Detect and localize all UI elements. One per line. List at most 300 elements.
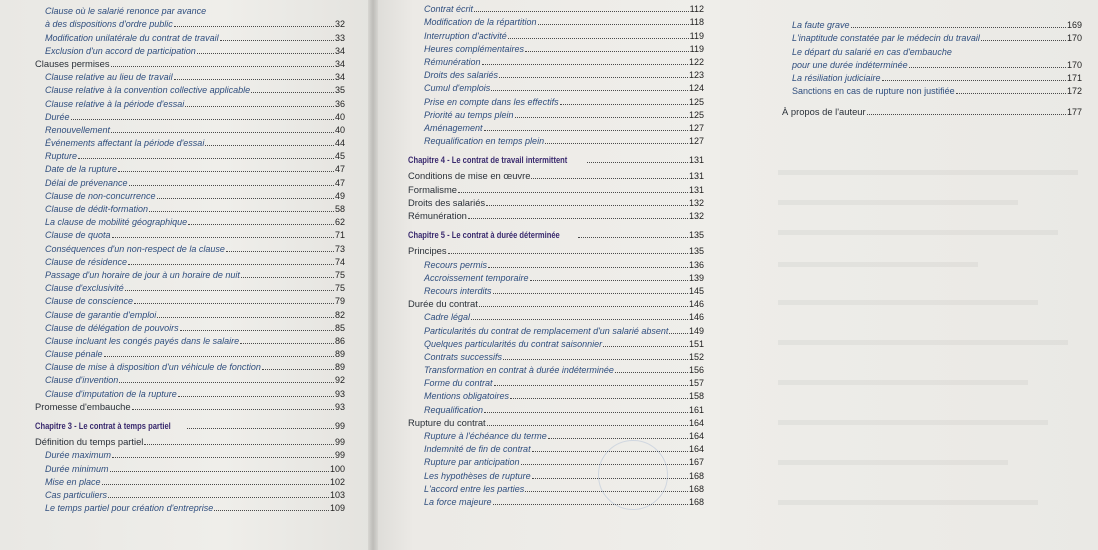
dot-leader bbox=[174, 26, 334, 27]
toc-entry bbox=[35, 162, 345, 175]
toc-entry bbox=[35, 321, 345, 334]
toc-page-number: 99 bbox=[334, 437, 345, 448]
toc-entry bbox=[408, 402, 704, 415]
toc-page-number: 89 bbox=[334, 349, 345, 360]
toc-entry bbox=[35, 123, 345, 136]
toc-page-number: 161 bbox=[688, 404, 704, 415]
toc-page-number: 32 bbox=[334, 19, 345, 30]
left-page bbox=[0, 0, 372, 550]
toc-entry-title: Accroissement temporaire bbox=[424, 272, 529, 283]
dot-leader bbox=[909, 67, 1066, 68]
show-through-text bbox=[778, 300, 1038, 305]
toc-entry-title: Passage d'un horaire de jour à un horaire de nuit bbox=[45, 269, 240, 280]
toc-page-number: 122 bbox=[688, 56, 704, 67]
toc-page-number: 47 bbox=[334, 164, 345, 175]
dot-leader bbox=[867, 114, 1066, 115]
dot-leader bbox=[144, 444, 334, 445]
toc-entry-title: Rupture par anticipation bbox=[424, 457, 520, 468]
toc-page-number: 40 bbox=[334, 111, 345, 122]
toc-entry-title: Clause d'exclusivité bbox=[45, 283, 124, 294]
toc-entry-title: Cas particuliers bbox=[45, 489, 108, 500]
toc-page-number: 172 bbox=[1066, 86, 1082, 97]
toc-entry-title: À propos de l'auteur bbox=[782, 106, 866, 118]
toc-page-number: 158 bbox=[688, 391, 704, 402]
toc-entry-title: Indemnité de fin de contrat bbox=[424, 444, 531, 455]
toc-entry-title: Conséquences d'un non-respect de la clause bbox=[45, 243, 225, 254]
toc-page-number: 34 bbox=[334, 45, 345, 56]
dot-leader bbox=[548, 438, 688, 439]
dot-leader bbox=[220, 40, 334, 41]
toc-entry-title: Clauses permises bbox=[35, 57, 110, 69]
toc-entry bbox=[408, 42, 704, 55]
toc-page-number: 85 bbox=[334, 322, 345, 333]
toc-page-number: 119 bbox=[689, 43, 704, 54]
dot-leader bbox=[110, 471, 329, 472]
show-through-text bbox=[778, 230, 1058, 235]
toc-page-number: 149 bbox=[688, 325, 704, 336]
toc-entry bbox=[408, 169, 704, 182]
toc-entry bbox=[35, 110, 345, 123]
toc-entry-title: Mise en place bbox=[45, 476, 101, 487]
show-through-text bbox=[778, 460, 1008, 465]
dot-leader bbox=[226, 251, 334, 252]
toc-page-number: 152 bbox=[688, 351, 704, 362]
dot-leader bbox=[615, 372, 688, 373]
toc-page-number: 47 bbox=[334, 177, 345, 188]
toc-entry-title: Renouvellement bbox=[45, 124, 111, 135]
dot-leader bbox=[149, 211, 334, 212]
dot-leader bbox=[525, 51, 689, 52]
toc-entry-title: Heures complémentaires bbox=[424, 43, 525, 54]
toc-page-number: 171 bbox=[1066, 72, 1082, 83]
dot-leader bbox=[484, 412, 688, 413]
toc-entry-title: Clause de mise à disposition d'un véhicule de fonction bbox=[45, 362, 261, 373]
toc-page-number: 145 bbox=[688, 285, 704, 296]
toc-entry-title: Définition du temps partiel bbox=[35, 436, 144, 448]
toc-entry bbox=[408, 182, 704, 195]
toc-entry-title: Clause de dédit-formation bbox=[45, 204, 149, 214]
dot-leader bbox=[484, 130, 688, 131]
dot-leader bbox=[560, 104, 688, 105]
toc-entry-title: Clause de conscience bbox=[45, 296, 134, 307]
dot-leader bbox=[128, 264, 334, 265]
toc-page-number: 125 bbox=[688, 96, 704, 107]
toc-entry-title: Clause de non-concurrence bbox=[45, 190, 156, 201]
dot-leader bbox=[178, 396, 334, 397]
toc-page-number: 151 bbox=[688, 338, 704, 349]
toc-entry bbox=[408, 429, 704, 442]
toc-entry-title: Clause d'invention bbox=[45, 375, 119, 386]
show-through-text bbox=[778, 200, 1018, 205]
toc-entry-title: Les hypothèses de rupture bbox=[424, 470, 531, 481]
dot-leader bbox=[132, 409, 334, 410]
dot-leader bbox=[503, 359, 688, 360]
toc-entry-title: Clause où le salarié renonce par avance bbox=[45, 6, 207, 17]
toc-entry-title: Chapitre 4 - Le contrat de travail intermittent bbox=[408, 155, 568, 166]
toc-entry-title: Cadre légal bbox=[424, 312, 471, 323]
dot-leader bbox=[491, 90, 688, 91]
toc-column-left bbox=[35, 4, 345, 514]
toc-page-number: 40 bbox=[334, 124, 345, 135]
toc-page-number: 74 bbox=[334, 256, 345, 267]
toc-entry-title: pour une durée indéterminée bbox=[792, 59, 908, 70]
toc-entry bbox=[408, 350, 704, 363]
toc-entry-title: Date de la rupture bbox=[45, 164, 118, 175]
toc-page-number: 127 bbox=[688, 122, 704, 133]
dot-leader bbox=[241, 277, 334, 278]
toc-entry bbox=[35, 360, 345, 373]
toc-entry-title: Clause de délégation de pouvoirs bbox=[45, 322, 179, 333]
dot-leader bbox=[493, 504, 688, 505]
dot-leader bbox=[240, 343, 334, 344]
show-through-text bbox=[778, 262, 978, 267]
show-through-text bbox=[778, 170, 1078, 175]
dot-leader bbox=[157, 317, 334, 318]
toc-entry bbox=[782, 71, 1082, 84]
toc-entry-title: Promesse d'embauche bbox=[35, 400, 131, 412]
toc-page-number: 99 bbox=[334, 450, 345, 461]
dot-leader bbox=[531, 178, 688, 179]
toc-entry-title: Formalisme bbox=[408, 183, 457, 195]
toc-entry-title: Sanctions en cas de rupture non justifiée bbox=[792, 86, 955, 97]
toc-page-number: 131 bbox=[688, 171, 704, 182]
toc-entry-title: Événements affectant la période d'essai bbox=[45, 138, 205, 149]
dot-leader bbox=[587, 162, 688, 163]
right-page bbox=[720, 0, 1098, 550]
middle-page bbox=[372, 0, 720, 550]
toc-page-number: 156 bbox=[688, 365, 704, 376]
toc-page-number: 169 bbox=[1066, 20, 1082, 31]
toc-entry bbox=[782, 31, 1082, 44]
toc-entry-title: Clause relative à la période d'essai bbox=[45, 98, 185, 109]
toc-entry-title: Mentions obligatoires bbox=[424, 391, 510, 402]
toc-entry-title: Modification de la répartition bbox=[424, 17, 537, 28]
dot-leader bbox=[205, 145, 334, 146]
show-through-text bbox=[778, 500, 1038, 505]
dot-leader bbox=[251, 92, 334, 93]
toc-page-number: 164 bbox=[688, 417, 704, 428]
toc-entry-title: Durée minimum bbox=[45, 463, 109, 474]
dot-leader bbox=[479, 306, 688, 307]
dot-leader bbox=[187, 428, 334, 429]
toc-entry bbox=[408, 389, 704, 402]
toc-page-number: 71 bbox=[334, 230, 345, 241]
toc-page-number: 164 bbox=[688, 444, 704, 455]
toc-entry bbox=[408, 108, 704, 121]
toc-entry-title: Clause de quota bbox=[45, 230, 111, 241]
toc-entry bbox=[408, 2, 704, 15]
dot-leader bbox=[188, 224, 334, 225]
toc-entry-title: Exclusion d'un accord de participation bbox=[45, 45, 196, 56]
dot-leader bbox=[71, 119, 334, 120]
toc-entry-title: La résiliation judiciaire bbox=[792, 72, 881, 83]
toc-entry-title: Durée bbox=[45, 111, 70, 122]
toc-entry bbox=[35, 96, 345, 109]
toc-page-number: 112 bbox=[689, 4, 704, 15]
toc-page-number: 82 bbox=[334, 309, 345, 320]
toc-page-number: 164 bbox=[688, 431, 704, 441]
toc-entry bbox=[35, 44, 345, 57]
toc-entry-title: Interruption d'activité bbox=[424, 30, 507, 41]
toc-page-number: 168 bbox=[688, 496, 704, 507]
toc-entry bbox=[35, 30, 345, 43]
toc-entry-title: Recours interdits bbox=[424, 285, 492, 296]
chapter-heading bbox=[408, 153, 704, 166]
toc-entry bbox=[408, 28, 704, 41]
dot-leader bbox=[108, 497, 329, 498]
toc-entry-title: Droits des salariés bbox=[424, 70, 499, 81]
toc-page-number: 177 bbox=[1066, 107, 1082, 118]
toc-page-number: 123 bbox=[688, 70, 704, 81]
toc-entry bbox=[35, 400, 345, 413]
toc-entry bbox=[408, 297, 704, 310]
toc-entry bbox=[408, 209, 704, 222]
dot-leader bbox=[515, 117, 688, 118]
toc-entry bbox=[35, 255, 345, 268]
dot-leader bbox=[882, 80, 1066, 81]
toc-entry-title: La faute grave bbox=[792, 20, 850, 31]
dot-leader bbox=[538, 24, 689, 25]
toc-entry bbox=[782, 105, 1082, 118]
show-through-text bbox=[778, 380, 1028, 385]
toc-page-number: 89 bbox=[334, 362, 345, 373]
dot-leader bbox=[458, 192, 688, 193]
toc-entry bbox=[408, 310, 704, 323]
toc-entry-title: La force majeure bbox=[424, 496, 492, 507]
toc-entry bbox=[408, 416, 704, 429]
dot-leader bbox=[262, 369, 334, 370]
dot-leader bbox=[134, 303, 334, 304]
toc-entry-title: L'accord entre les parties bbox=[424, 483, 525, 494]
toc-entry bbox=[408, 196, 704, 209]
dot-leader bbox=[578, 237, 687, 238]
toc-entry bbox=[35, 215, 345, 228]
toc-entry bbox=[35, 189, 345, 202]
toc-entry-title: Requalification en temps plein bbox=[424, 136, 545, 147]
toc-entry bbox=[35, 307, 345, 320]
toc-entry bbox=[35, 347, 345, 360]
toc-page-number: 131 bbox=[688, 184, 704, 195]
toc-page-number: 157 bbox=[688, 378, 704, 389]
toc-entry-title: Modification unilatérale du contrat de travail bbox=[45, 32, 219, 43]
dot-leader bbox=[851, 27, 1066, 28]
toc-entry-title: Requalification bbox=[424, 404, 484, 415]
book-gutter bbox=[368, 0, 378, 550]
toc-page-number: 103 bbox=[329, 489, 345, 500]
library-stamp bbox=[598, 440, 668, 510]
toc-page-number: 170 bbox=[1066, 59, 1082, 70]
toc-entry-title: Chapitre 3 - Le contrat à temps partiel bbox=[35, 421, 171, 431]
toc-page-number: 168 bbox=[688, 483, 704, 494]
toc-entry-title: à des dispositions d'ordre public bbox=[45, 19, 173, 30]
toc-entry-title: Clause d'imputation de la rupture bbox=[45, 388, 177, 399]
toc-page-number: 102 bbox=[329, 476, 345, 487]
toc-entry-title: Quelques particularités du contrat saisonnier bbox=[424, 338, 603, 349]
toc-entry bbox=[408, 15, 704, 28]
dot-leader bbox=[118, 171, 334, 172]
toc-entry bbox=[35, 268, 345, 281]
toc-entry bbox=[35, 17, 345, 30]
toc-entry-title: Conditions de mise en œuvre bbox=[408, 170, 531, 182]
toc-entry bbox=[408, 337, 704, 350]
toc-entry bbox=[408, 55, 704, 68]
toc-entry bbox=[35, 373, 345, 386]
toc-page-number: 167 bbox=[688, 457, 704, 468]
toc-entry-title: Rémunération bbox=[408, 210, 467, 221]
toc-page-number: 34 bbox=[334, 72, 345, 83]
toc-entry bbox=[408, 68, 704, 81]
dot-leader bbox=[111, 66, 334, 67]
toc-entry bbox=[35, 475, 345, 488]
toc-entry-title: Le départ du salarié en cas d'embauche bbox=[792, 46, 952, 57]
toc-entry bbox=[35, 461, 345, 474]
toc-page-number: 92 bbox=[334, 375, 345, 386]
toc-page-number: 132 bbox=[688, 211, 704, 221]
dot-leader bbox=[510, 398, 688, 399]
toc-entry-title: Clause de résidence bbox=[45, 256, 128, 267]
toc-page-number: 124 bbox=[688, 83, 704, 94]
dot-leader bbox=[78, 158, 334, 159]
toc-page-number: 109 bbox=[329, 503, 345, 514]
toc-entry bbox=[408, 323, 704, 336]
toc-page-number: 135 bbox=[688, 246, 704, 257]
toc-page-number: 73 bbox=[334, 243, 345, 254]
toc-entry bbox=[35, 448, 345, 461]
toc-entry-title: L'inaptitude constatée par le médecin du travail bbox=[792, 33, 980, 44]
toc-entry-title: Durée maximum bbox=[45, 450, 112, 461]
dot-leader bbox=[530, 280, 688, 281]
chapter-heading bbox=[35, 419, 345, 432]
toc-entry bbox=[35, 281, 345, 294]
toc-page-number: 86 bbox=[334, 335, 345, 346]
dot-leader bbox=[956, 93, 1066, 94]
toc-entry bbox=[408, 257, 704, 270]
toc-page-number: 125 bbox=[688, 109, 704, 120]
toc-entry bbox=[35, 294, 345, 307]
dot-leader bbox=[197, 53, 334, 54]
dot-leader bbox=[112, 457, 334, 458]
dot-leader bbox=[493, 293, 688, 294]
toc-entry bbox=[35, 435, 345, 448]
toc-entry bbox=[35, 228, 345, 241]
toc-entry bbox=[408, 94, 704, 107]
toc-entry-title: Clause relative au lieu de travail bbox=[45, 72, 173, 83]
toc-page-number: 99 bbox=[334, 421, 345, 431]
show-through-text bbox=[778, 420, 1048, 425]
toc-page-number: 49 bbox=[334, 190, 345, 201]
toc-page-number: 79 bbox=[334, 296, 345, 307]
dot-leader bbox=[125, 290, 334, 291]
toc-entry-title: Forme du contrat bbox=[424, 378, 493, 389]
dot-leader bbox=[185, 106, 334, 107]
toc-page-number: 36 bbox=[334, 98, 345, 109]
toc-entry-title: Rémunération bbox=[424, 56, 481, 67]
toc-entry-title: Durée du contrat bbox=[408, 298, 478, 310]
dot-leader bbox=[214, 510, 329, 511]
toc-page-number: 127 bbox=[688, 136, 704, 147]
show-through-text bbox=[778, 340, 1068, 345]
dot-leader bbox=[603, 346, 688, 347]
dot-leader bbox=[545, 143, 688, 144]
toc-entry bbox=[35, 57, 345, 70]
toc-page-number: 100 bbox=[329, 463, 345, 474]
dot-leader bbox=[482, 64, 688, 65]
toc-entry bbox=[782, 58, 1082, 71]
toc-entry bbox=[782, 44, 1082, 57]
dot-leader bbox=[487, 425, 688, 426]
toc-page-number: 58 bbox=[334, 204, 345, 214]
dot-leader bbox=[174, 79, 334, 80]
dot-leader bbox=[448, 253, 688, 254]
toc-entry bbox=[782, 18, 1082, 31]
toc-entry bbox=[408, 244, 704, 257]
toc-entry-title: Rupture à l'échéance du terme bbox=[424, 431, 547, 441]
toc-page-number: 44 bbox=[334, 138, 345, 149]
toc-page-number: 93 bbox=[334, 388, 345, 399]
dot-leader bbox=[508, 38, 689, 39]
toc-page-number: 45 bbox=[334, 151, 345, 162]
toc-entry bbox=[35, 83, 345, 96]
toc-entry-title: La clause de mobilité géographique bbox=[45, 217, 188, 228]
dot-leader bbox=[468, 218, 688, 219]
toc-entry bbox=[408, 284, 704, 297]
dot-leader bbox=[119, 382, 334, 383]
toc-entry bbox=[408, 81, 704, 94]
spacer bbox=[782, 97, 1082, 105]
toc-entry bbox=[35, 136, 345, 149]
toc-entry bbox=[408, 376, 704, 389]
toc-entry bbox=[35, 386, 345, 399]
toc-page-number: 35 bbox=[334, 85, 345, 96]
toc-entry-title: Particularités du contrat de remplacement d'un salarié absent bbox=[424, 325, 669, 336]
toc-entry-title: Aménagement bbox=[424, 122, 483, 133]
dot-leader bbox=[102, 484, 329, 485]
toc-page-number: 62 bbox=[334, 217, 345, 228]
toc-page-number: 136 bbox=[688, 259, 704, 270]
toc-entry-title: Recours permis bbox=[424, 259, 488, 270]
dot-leader bbox=[474, 11, 689, 12]
toc-entry-title: Chapitre 5 - Le contrat à durée déterminée bbox=[408, 230, 560, 241]
toc-entry-title: Clause pénale bbox=[45, 349, 103, 360]
toc-entry bbox=[35, 334, 345, 347]
toc-entry-title: Le temps partiel pour création d'entreprise bbox=[45, 503, 214, 514]
dot-leader bbox=[981, 40, 1066, 41]
toc-entry-title: Clause incluant les congés payés dans le salaire bbox=[45, 335, 240, 346]
toc-page-number: 139 bbox=[688, 272, 704, 283]
toc-page-number: 170 bbox=[1066, 33, 1082, 44]
toc-entry-title: Principes bbox=[408, 245, 447, 257]
toc-page-number: 135 bbox=[688, 230, 704, 241]
toc-entry bbox=[782, 84, 1082, 97]
dot-leader bbox=[180, 330, 334, 331]
toc-entry bbox=[35, 241, 345, 254]
toc-entry bbox=[35, 501, 345, 514]
dot-leader bbox=[112, 237, 334, 238]
toc-entry bbox=[408, 271, 704, 284]
toc-page-number: 93 bbox=[334, 401, 345, 412]
dot-leader bbox=[488, 267, 688, 268]
dot-leader bbox=[669, 333, 688, 334]
dot-leader bbox=[486, 205, 688, 206]
toc-entry bbox=[35, 4, 345, 17]
toc-entry-title: Délai de prévenance bbox=[45, 177, 128, 188]
toc-entry-title: Rupture bbox=[45, 151, 78, 162]
chapter-heading bbox=[408, 228, 704, 241]
toc-entry-title: Rupture du contrat bbox=[408, 416, 486, 428]
toc-entry bbox=[408, 121, 704, 134]
toc-page-number: 132 bbox=[688, 197, 704, 208]
toc-column-middle bbox=[408, 2, 704, 508]
